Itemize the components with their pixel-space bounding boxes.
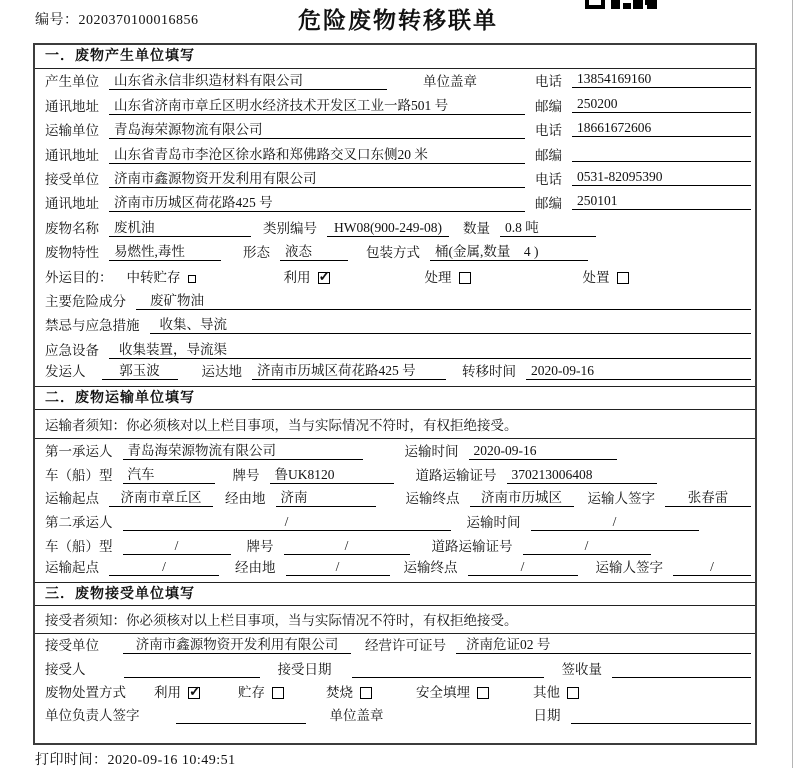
producer-label: 产生单位 <box>45 74 99 90</box>
permit-value: 济南危证02 号 <box>456 636 751 654</box>
sign1-label: 运输人签字 <box>587 491 655 507</box>
purpose-option-treat <box>425 266 471 286</box>
notice-text: 你必须核对以上栏目事项，当与实际情况不符时，有权拒绝接受。 <box>126 613 518 629</box>
via2-label: 经由地 <box>235 559 276 575</box>
row-disposal <box>35 681 755 704</box>
responsible-sign-value <box>176 706 306 724</box>
qr-code-fragment-icon <box>585 0 657 9</box>
equipment-label: 应急设备 <box>45 342 99 358</box>
notice-text: 你必须核对以上栏目事项，当与实际情况不符时，有权拒绝接受。 <box>126 418 518 434</box>
option-label: 处置 <box>582 269 610 285</box>
shipper-value: 郭玉波 <box>102 362 178 380</box>
date-value <box>571 706 752 724</box>
document-header <box>0 0 796 43</box>
recipient-value <box>124 660 260 678</box>
print-time-value: 2020-09-16 10:49:51 <box>107 753 236 768</box>
option-label: 焚烧 <box>326 685 353 701</box>
purpose-label: 外运目的： <box>45 269 113 285</box>
vehicle2-label: 车（船）型 <box>45 539 113 555</box>
row-carrier2 <box>35 510 755 534</box>
row-carrier1 <box>35 439 755 463</box>
zip-label: 邮编 <box>535 196 562 212</box>
row-receiver <box>35 167 755 191</box>
notice-label: 运输者须知： <box>45 418 126 434</box>
checkbox-transfer-storage <box>188 275 196 283</box>
category-label: 类别编号 <box>263 220 317 236</box>
permit-label: 经营许可证号 <box>365 638 446 654</box>
row-shipper <box>35 362 755 386</box>
row-purpose <box>35 264 755 288</box>
license1-value: 370213006408 <box>507 466 657 484</box>
option-label: 贮存 <box>238 685 265 701</box>
waste-name-label: 废物名称 <box>45 220 99 236</box>
origin1-value: 济南市章丘区 <box>109 489 213 507</box>
sign2-label: 运输人签字 <box>595 559 663 575</box>
phone-label: 电话 <box>535 74 562 90</box>
zip-value <box>572 144 751 162</box>
purpose-option-dispose <box>583 266 629 286</box>
phone-value: 18661672606 <box>572 119 751 137</box>
producer-value: 山东省永信非织造材料有限公司 <box>109 72 387 90</box>
accept-date-label: 接受日期 <box>277 661 332 677</box>
option-label: 安全填埋 <box>416 685 470 701</box>
character-label: 废物特性 <box>45 245 99 261</box>
address-label: 通讯地址 <box>45 147 99 163</box>
transfer-date-value: 2020-09-16 <box>526 362 751 380</box>
transfer-date-label: 转移时间 <box>462 364 516 380</box>
category-value: HW08(900-249-08) <box>327 219 449 237</box>
purpose-option-transfer <box>127 266 196 286</box>
via2-value: / <box>286 558 390 576</box>
section1-header: 一．废物产生单位填写 <box>35 45 755 69</box>
plate1-label: 牌号 <box>232 467 260 483</box>
checkbox-incinerate <box>360 687 372 699</box>
plate1-value: 鲁UK8120 <box>270 466 394 484</box>
sign1-value: 张春雷 <box>665 489 751 507</box>
amount-value <box>612 660 751 678</box>
form-value: 液态 <box>280 243 348 261</box>
row-equipment <box>35 337 755 361</box>
disposal-label: 废物处置方式 <box>45 685 126 701</box>
serial-label: 编号： <box>35 13 79 28</box>
option-label: 其他 <box>533 685 560 701</box>
option-label: 处理 <box>424 269 452 285</box>
row-waste-name <box>35 215 755 239</box>
end2-label: 运输终点 <box>403 559 458 575</box>
address-label: 通讯地址 <box>45 196 99 212</box>
time2-label: 运输时间 <box>466 515 521 531</box>
receiver-notice <box>35 606 755 634</box>
address-value: 山东省济南市章丘区明水经济技术开发区工业一路501 号 <box>109 97 525 115</box>
accept-date-value <box>352 660 544 678</box>
row-vehicle2 <box>35 534 755 558</box>
vehicle2-value: / <box>123 537 231 555</box>
row-hazard <box>35 289 755 313</box>
zip-label: 邮编 <box>535 98 562 114</box>
amount-label: 签收量 <box>561 661 602 677</box>
packing-label: 包装方式 <box>366 245 420 261</box>
address-value: 济南市历城区荷花路425 号 <box>109 194 525 212</box>
hazard-value: 废矿物油 <box>136 292 751 310</box>
carrier2-label: 第二承运人 <box>45 515 113 531</box>
address-value: 山东省青岛市李沧区徐水路和郑佛路交叉口东侧20 米 <box>109 146 525 164</box>
page-edge-line <box>792 0 793 768</box>
zip-label: 邮编 <box>535 147 562 163</box>
hazard-label: 主要危险成分 <box>45 293 126 309</box>
row-accept-unit <box>35 634 755 657</box>
accept-unit-value: 济南市鑫源物资开发利用有限公司 <box>123 636 351 654</box>
disposal-option-other <box>533 681 579 701</box>
checkbox-treat <box>459 272 471 284</box>
receiver-label: 接受单位 <box>45 171 99 187</box>
dest-value: 济南市历城区荷花路425 号 <box>252 362 446 380</box>
row-vehicle1 <box>35 463 755 487</box>
time1-value: 2020-09-16 <box>469 442 617 460</box>
print-label: 打印时间： <box>35 753 108 768</box>
license2-label: 道路运输证号 <box>431 539 513 555</box>
equipment-value: 收集装置，导流渠 <box>109 341 751 359</box>
checkbox-dispose <box>617 272 629 284</box>
qty-label: 数量 <box>463 220 490 236</box>
row-producer <box>35 69 755 93</box>
responsible-sign-label: 单位负责人签字 <box>45 708 140 724</box>
shipper-label: 发运人 <box>45 364 86 380</box>
checkbox-storage <box>272 687 284 699</box>
via1-label: 经由地 <box>225 491 266 507</box>
time2-value: / <box>531 513 699 531</box>
page-title: 危险废物转移联单 <box>298 8 498 33</box>
row-producer-address <box>35 93 755 117</box>
checkbox-use <box>188 687 200 699</box>
plate2-value: / <box>284 537 410 555</box>
disposal-option-landfill <box>416 681 489 701</box>
end1-label: 运输终点 <box>405 491 460 507</box>
row-transporter-address <box>35 142 755 166</box>
carrier1-value: 青岛海荣源物流有限公司 <box>123 442 363 460</box>
end2-value: / <box>468 558 578 576</box>
row-route1 <box>35 487 755 511</box>
row-receiver-address <box>35 191 755 215</box>
via1-value: 济南 <box>276 489 376 507</box>
row-transporter <box>35 118 755 142</box>
vehicle1-label: 车（船）型 <box>45 467 113 483</box>
date-label: 日期 <box>533 708 561 724</box>
waste-name-value: 废机油 <box>109 219 251 237</box>
row-emergency <box>35 313 755 337</box>
row-responsible-sign <box>35 704 755 727</box>
checkbox-other <box>567 687 579 699</box>
transporter-value: 青岛海荣源物流有限公司 <box>109 121 525 139</box>
disposal-option-storage <box>238 681 284 701</box>
emergency-value: 收集、导流 <box>150 316 752 334</box>
origin2-label: 运输起点 <box>45 559 99 575</box>
origin1-label: 运输起点 <box>45 491 99 507</box>
section2-header: 二．废物运输单位填写 <box>35 386 755 410</box>
phone-value: 0531-82095390 <box>572 168 751 186</box>
row-waste-character <box>35 240 755 264</box>
accept-unit-label: 接受单位 <box>45 638 99 654</box>
address-label: 通讯地址 <box>45 98 99 114</box>
character-value: 易燃性,毒性 <box>109 243 221 261</box>
origin2-value: / <box>109 558 219 576</box>
option-label: 中转贮存 <box>126 269 181 285</box>
purpose-option-use <box>284 266 330 286</box>
unit-seal-label: 单位盖章 <box>329 708 384 724</box>
phone-label: 电话 <box>535 171 562 187</box>
section3-header: 三．废物接受单位填写 <box>35 582 755 606</box>
form-label: 形态 <box>243 245 270 261</box>
phone-label: 电话 <box>535 123 562 139</box>
disposal-option-use <box>154 681 200 701</box>
carrier2-value: / <box>123 513 451 531</box>
emergency-label: 禁忌与应急措施 <box>45 318 140 334</box>
receiver-value: 济南市鑫源物资开发利用有限公司 <box>109 170 525 188</box>
carrier1-label: 第一承运人 <box>45 443 113 459</box>
zip-value: 250200 <box>572 95 751 113</box>
phone-value: 13854169160 <box>572 70 751 88</box>
end1-value: 济南市历城区 <box>470 489 574 507</box>
checkbox-use <box>318 272 330 284</box>
option-label: 利用 <box>154 685 181 701</box>
time1-label: 运输时间 <box>404 443 459 459</box>
recipient-label: 接受人 <box>45 661 86 677</box>
notice-label: 接受者须知： <box>45 613 126 629</box>
qty-value: 0.8 吨 <box>500 219 596 237</box>
serial-value: 2020370100016856 <box>78 13 199 28</box>
manifest-form <box>33 43 757 745</box>
transporter-label: 运输单位 <box>45 123 99 139</box>
row-recipient <box>35 657 755 680</box>
transporter-notice <box>35 410 755 439</box>
option-label: 利用 <box>283 269 311 285</box>
print-timestamp <box>35 749 236 768</box>
plate2-label: 牌号 <box>246 539 274 555</box>
license2-value: / <box>523 537 651 555</box>
seal-label: 单位盖章 <box>423 74 477 90</box>
packing-value: 桶(金属,数量 4 ) <box>430 243 588 261</box>
sign2-value: / <box>673 558 751 576</box>
checkbox-landfill <box>477 687 489 699</box>
zip-value: 250101 <box>572 192 751 210</box>
dest-label: 运达地 <box>201 364 242 380</box>
vehicle1-value: 汽车 <box>123 466 215 484</box>
license1-label: 道路运输证号 <box>415 467 497 483</box>
row-route2 <box>35 558 755 582</box>
disposal-option-incinerate <box>326 681 372 701</box>
